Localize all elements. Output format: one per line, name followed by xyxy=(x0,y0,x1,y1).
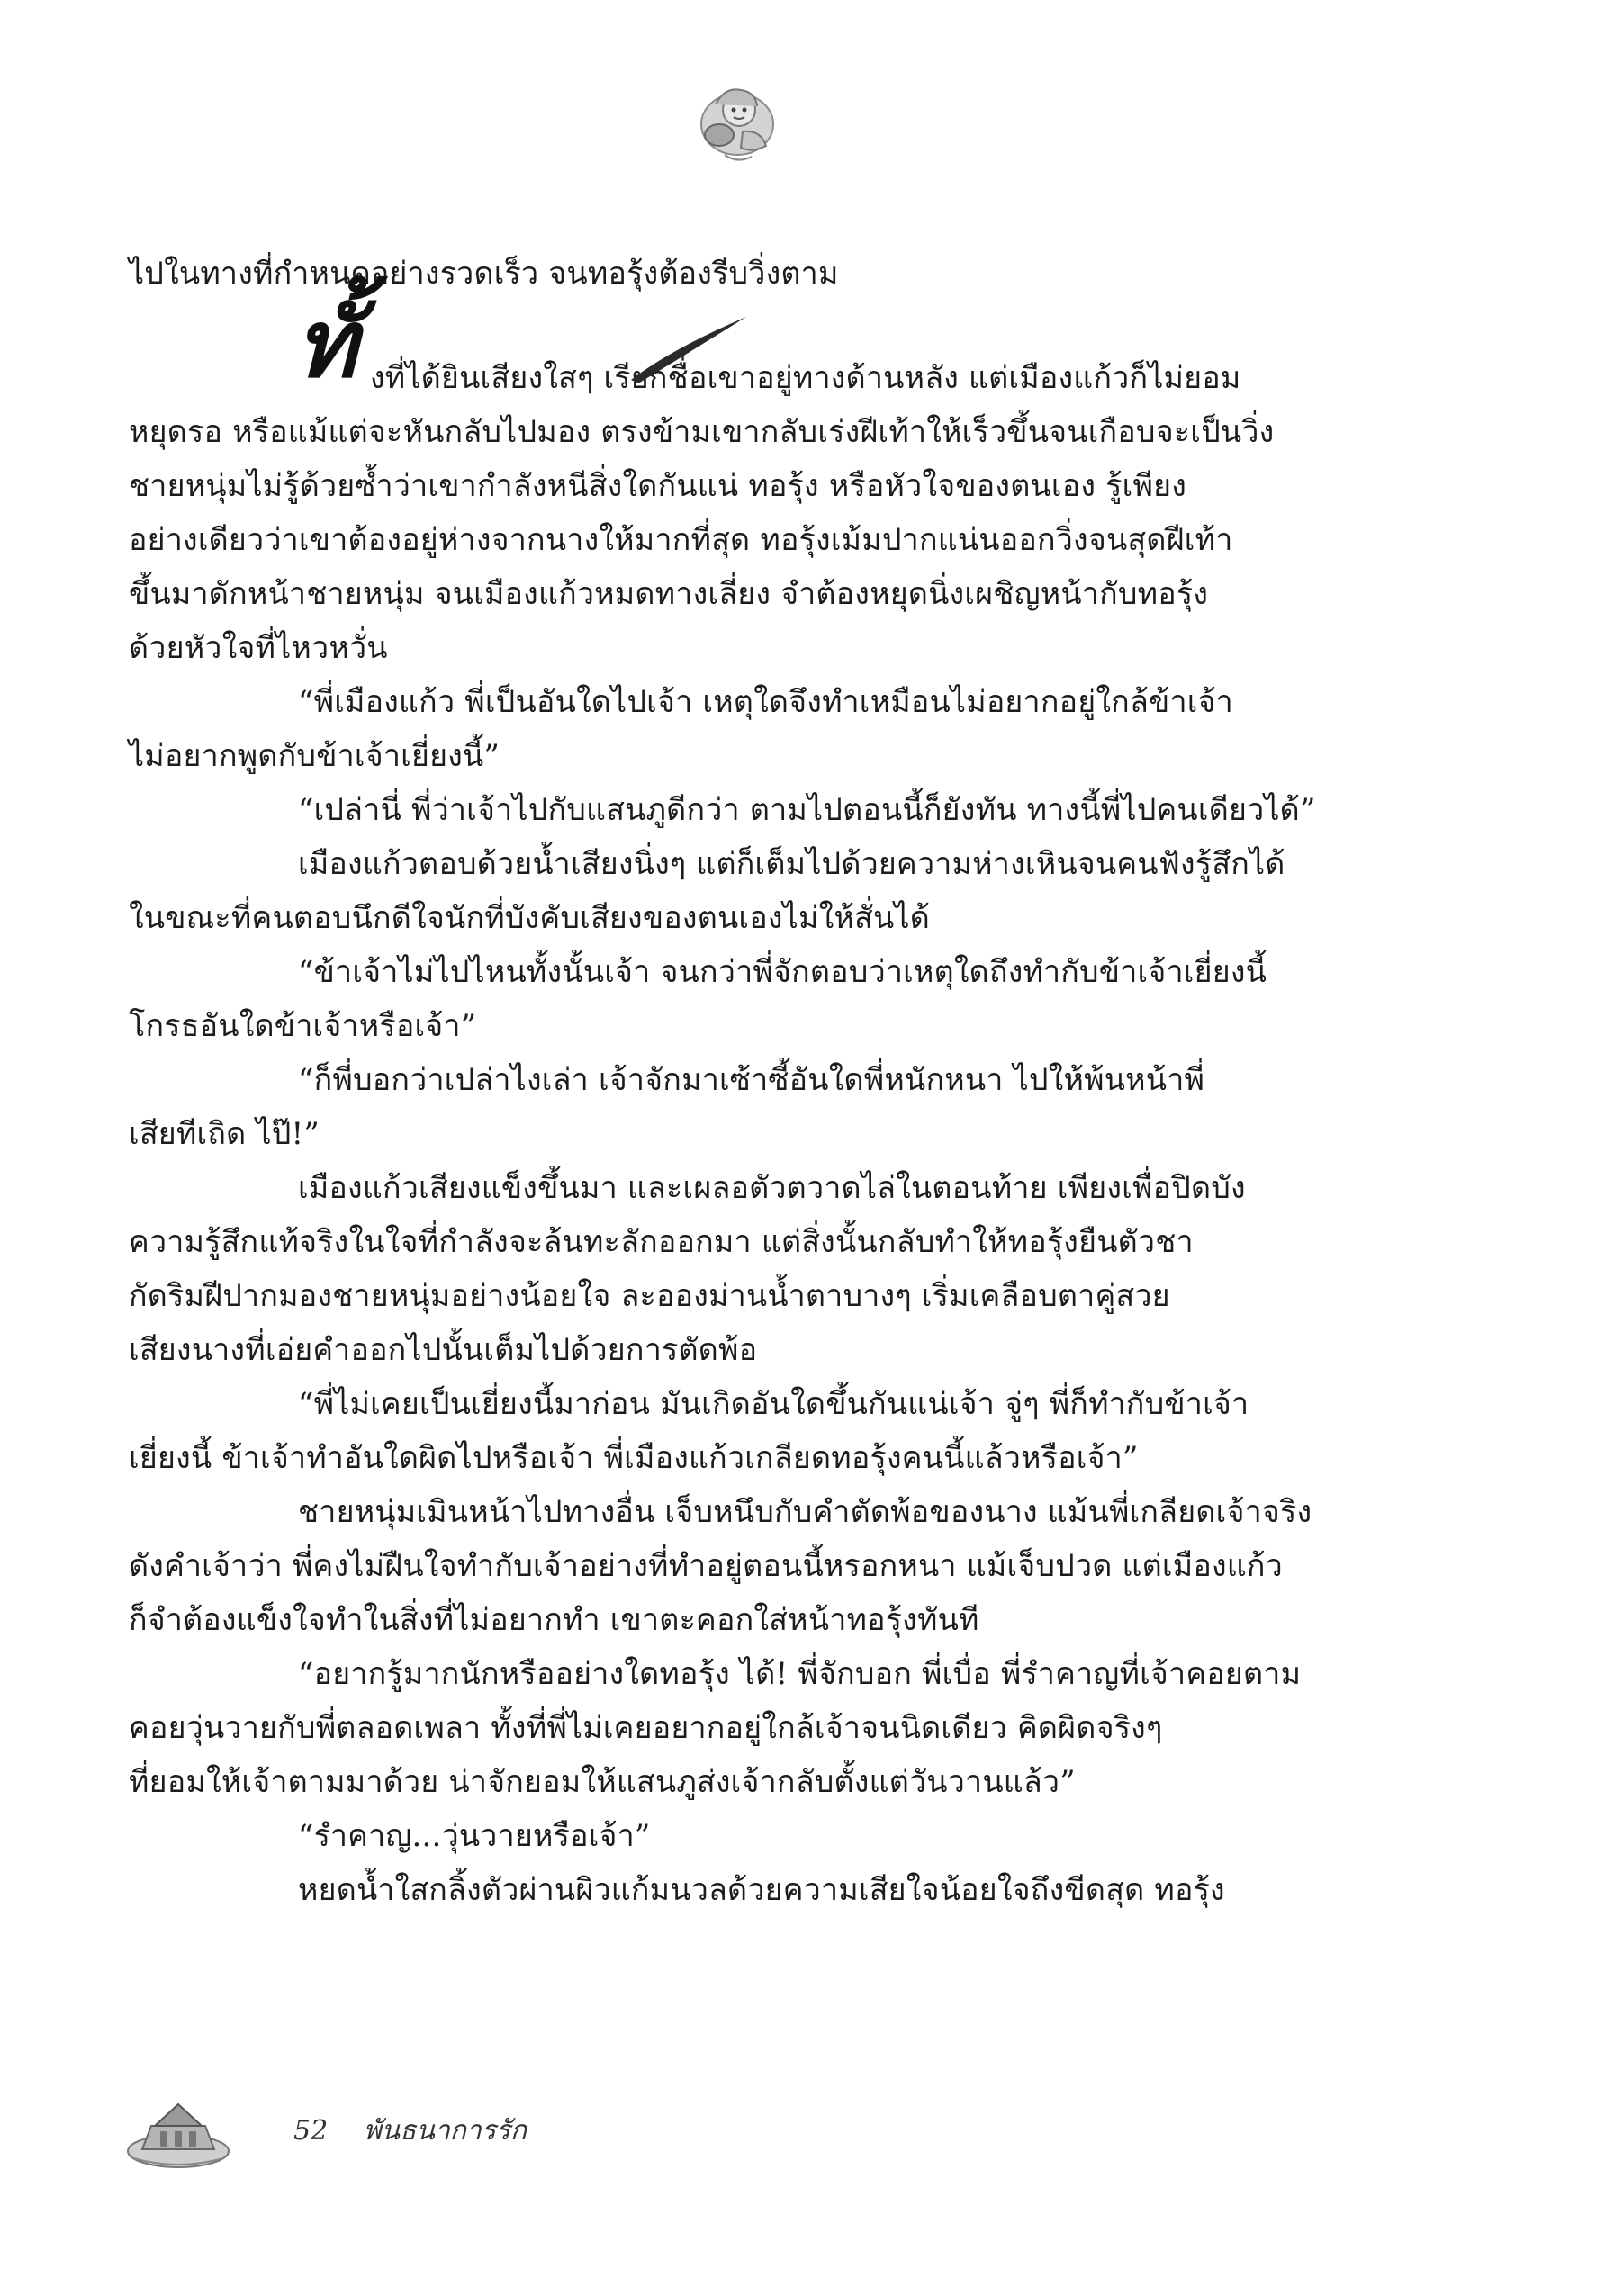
text-line: ชายหนุ่มไม่รู้ด้วยซ้ำว่าเขากำลังหนีสิ่งใดกันแน่ ทอรุ้ง หรือหัวใจของตนเอง รู้เพียง xyxy=(129,468,1187,504)
page-number: 52 xyxy=(293,2115,329,2147)
text-line: “พี่ไม่เคยเป็นเยี่ยงนี้มาก่อน มันเกิดอันใดขึ้นกันแน่เจ้า จู่ๆ พี่ก็ทำกับข้าเจ้า xyxy=(298,1386,1249,1422)
body-text xyxy=(129,247,1344,1917)
text-line: เมืองแก้วตอบด้วยน้ำเสียงนิ่งๆ แต่ก็เต็มไปด้วยความห่างเหินจนคนฟังรู้สึกได้ xyxy=(298,846,1285,882)
text-line: ชายหนุ่มเมินหน้าไปทางอื่น เจ็บหนึบกับคำตัดพ้อของนาง แม้นพี่เกลียดเจ้าจริง xyxy=(298,1494,1312,1530)
cherub-ornament-icon xyxy=(689,77,786,167)
footer-caption xyxy=(293,2110,554,2152)
paragraph xyxy=(129,1377,1344,1485)
text-line: เสียทีเถิด ไป๊!” xyxy=(129,1116,320,1152)
text-line: เยี่ยงนี้ ข้าเจ้าทำอันใดผิดไปหรือเจ้า พี่เมืองแก้วเกลียดทอรุ้งคนนี้แล้วหรือเจ้า” xyxy=(129,1440,1139,1476)
paragraph xyxy=(129,1053,1344,1161)
text-line: เมืองแก้วเสียงแข็งขึ้นมา และเผลอตัวตวาดไล่ในตอนท้าย เพียงเพื่อปิดบัง xyxy=(298,1170,1246,1206)
text-line: ที่ยอมให้เจ้าตามมาด้วย น่าจักยอมให้แสนภูส่งเจ้ากลับตั้งแต่วันวานแล้ว” xyxy=(129,1764,1076,1800)
text-line: ความรู้สึกแท้จริงในใจที่กำลังจะล้นทะลักออกมา แต่สิ่งนั้นกลับทำให้ทอรุ้งยืนตัวชา xyxy=(129,1224,1194,1260)
text-line: กัดริมฝีปากมองชายหนุ่มอย่างน้อยใจ ละอองม่านน้ำตาบางๆ เริ่มเคลือบตาคู่สวย xyxy=(129,1278,1170,1314)
text-line: “เปล่านี่ พี่ว่าเจ้าไปกับแสนภูดีกว่า ตามไปตอนนี้ก็ยังทัน ทางนี้พี่ไปคนเดียวได้” xyxy=(298,792,1316,828)
text-line: ไม่อยากพูดกับข้าเจ้าเยี่ยงนี้” xyxy=(129,738,500,774)
text-line: งที่ได้ยินเสียงใสๆ เรียกชื่อเขาอยู่ทางด้านหลัง แต่เมืองแก้วก็ไม่ยอม xyxy=(370,360,1241,396)
paragraph xyxy=(129,1161,1344,1377)
text-line: หยดน้ำใสกลิ้งตัวผ่านผิวแก้มนวลด้วยความเสียใจน้อยใจถึงขีดสุด ทอรุ้ง xyxy=(298,1872,1225,1908)
text-line: ขึ้นมาดักหน้าชายหนุ่ม จนเมืองแก้วหมดทางเลี่ยง จำต้องหยุดนิ่งเผชิญหน้ากับทอรุ้ง xyxy=(129,576,1209,612)
paragraph xyxy=(129,351,1344,675)
text-line: หยุดรอ หรือแม้แต่จะหันกลับไปมอง ตรงข้ามเขากลับเร่งฝีเท้าให้เร็วขึ้นจนเกือบจะเป็นวิ่ง xyxy=(129,414,1275,450)
temple-emblem-icon xyxy=(124,2099,232,2171)
paragraph xyxy=(129,783,1344,837)
dropcap-paragraph xyxy=(129,288,1344,1917)
text-line: คอยวุ่นวายกับพี่ตลอดเพลา ทั้งที่พี่ไม่เคยอยากอยู่ใกล้เจ้าจนนิดเดียว คิดผิดจริงๆ xyxy=(129,1710,1163,1746)
paragraph xyxy=(129,1809,1344,1863)
paragraph xyxy=(129,945,1344,1053)
text-line: อย่างเดียวว่าเขาต้องอยู่ห่างจากนางให้มากที่สุด ทอรุ้งเม้มปากแน่นออกวิ่งจนสุดฝีเท้า xyxy=(129,522,1233,558)
paragraph xyxy=(129,1863,1344,1917)
continued-line: ไปในทางที่กำหนดอย่างรวดเร็ว จนทอรุ้งต้องรีบวิ่งตาม xyxy=(129,256,839,292)
paragraph xyxy=(129,837,1344,945)
text-line: “ก็พี่บอกว่าเปล่าไงเล่า เจ้าจักมาเซ้าซี้อันใดพี่หนักหนา ไปให้พ้นหน้าพี่ xyxy=(298,1062,1205,1098)
book-title: พันธนาการรัก xyxy=(363,2115,527,2147)
paragraph xyxy=(129,1647,1344,1809)
text-line: ด้วยหัวใจที่ไหวหวั่น xyxy=(129,630,388,666)
text-line: ก็จำต้องแข็งใจทำในสิ่งที่ไม่อยากทำ เขาตะคอกใส่หน้าทอรุ้งทันที xyxy=(129,1602,979,1638)
text-line: “รำคาญ...วุ่นวายหรือเจ้า” xyxy=(298,1818,651,1854)
paragraph xyxy=(129,675,1344,783)
text-line: “อยากรู้มากนักหรืออย่างใดทอรุ้ง ได้! พี่จักบอก พี่เบื่อ พี่รำคาญที่เจ้าคอยตาม xyxy=(298,1656,1302,1692)
text-line: ดังคำเจ้าว่า พี่คงไม่ฝืนใจทำกับเจ้าอย่างที่ทำอยู่ตอนนี้หรอกหนา แม้เจ็บปวด แต่เมืองแก้ว xyxy=(129,1548,1283,1584)
text-line: โกรธอันใดข้าเจ้าหรือเจ้า” xyxy=(129,1008,477,1044)
brush-stroke-icon xyxy=(626,313,752,385)
text-line: เสียงนางที่เอ่ยคำออกไปนั้นเต็มไปด้วยการตัดพ้อ xyxy=(129,1332,758,1368)
paragraph xyxy=(129,1485,1344,1647)
text-line: “พี่เมืองแก้ว พี่เป็นอันใดไปเจ้า เหตุใดจึงทำเหมือนไม่อยากอยู่ใกล้ข้าเจ้า xyxy=(298,684,1233,720)
page-footer xyxy=(124,2097,754,2178)
text-line: ในขณะที่คนตอบนึกดีใจนักที่บังคับเสียงของตนเองไม่ให้สั่นได้ xyxy=(129,900,930,936)
drop-cap-letter: ทั้ xyxy=(295,288,357,399)
text-line: “ข้าเจ้าไม่ไปไหนทั้งนั้นเจ้า จนกว่าพี่จักตอบว่าเหตุใดถึงทำกับข้าเจ้าเยี่ยงนี้ xyxy=(298,954,1267,990)
paragraph-list xyxy=(129,351,1344,1917)
